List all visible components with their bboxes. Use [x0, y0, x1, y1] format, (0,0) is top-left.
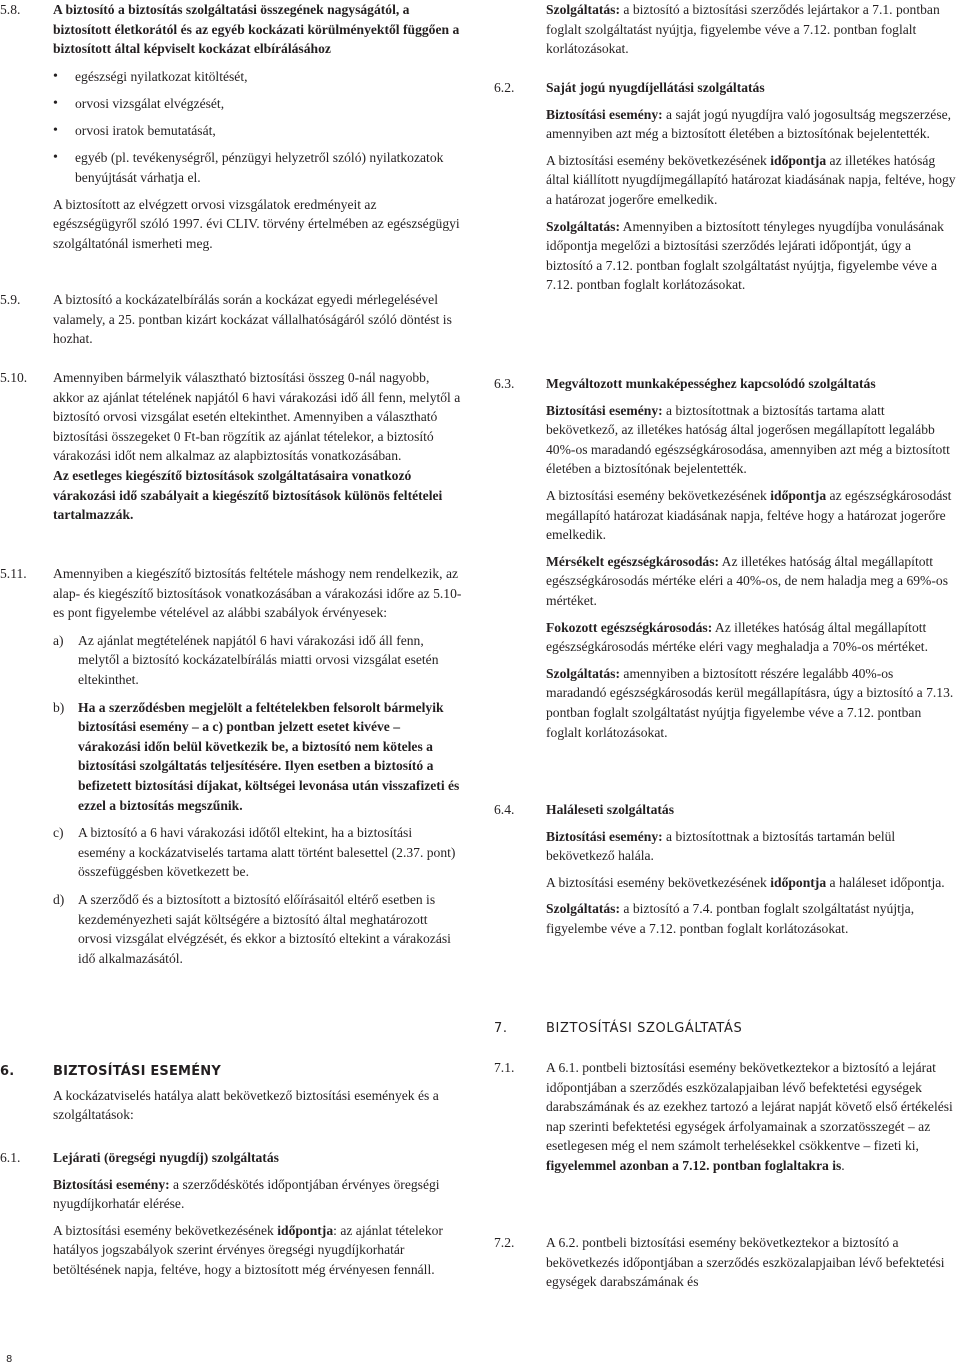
section-number: 6.1.: [0, 1150, 21, 1165]
item-label: b): [53, 699, 65, 715]
time-text: A biztosítási esemény bekövetkezésének: [546, 487, 771, 503]
service-label: Szolgáltatás:: [546, 665, 621, 681]
section-title: A biztosító a biztosítás szolgáltatási összegének nagyságától, a biztosított életkorától és az egyéb kockázati körülményektől függően a biztosított által képviselt kockázat elbírálásához: [53, 2, 460, 57]
section-number: 7.2.: [494, 1235, 515, 1250]
time-text: A biztosítási esemény bekövetkezésének: [546, 152, 771, 168]
severe-label: Fokozott egészségkárosodás:: [546, 619, 713, 635]
item-label: a): [53, 632, 64, 648]
paragraph: A kockázatviselés hatálya alatt bekövetkező biztosítási események és a szolgáltatások:: [53, 1087, 439, 1123]
section-number: 7.: [494, 1021, 508, 1036]
section-number: 6.3.: [494, 376, 515, 391]
section-number: 7.1.: [494, 1060, 515, 1075]
list-item-b: [53, 698, 462, 816]
section-number: 6.2.: [494, 80, 515, 95]
section-number: 5.9.: [0, 292, 21, 307]
section-heading: BIZTOSÍTÁSI SZOLGÁLTATÁS: [546, 1021, 743, 1036]
page-number: 8: [6, 1354, 13, 1365]
section-6-1: [0, 1148, 462, 1280]
service-label: Szolgáltatás:: [546, 901, 621, 917]
requirement-list: [53, 67, 462, 187]
section-7-1: [494, 1058, 956, 1176]
section-6-3: [494, 374, 956, 742]
section-number: 6.4.: [494, 802, 515, 817]
list-item: • orvosi vizsgálat elvégzését,: [53, 94, 462, 114]
time-emphasis: időpontja: [770, 874, 827, 890]
section-5-11: [0, 564, 462, 968]
paragraph: A biztosító a kockázatelbírálás során a kockázat egyedi mérlegelésével valamely, a 25. pontban kizárt kockázat vállalhatóságáról szóló döntést is hozhat.: [53, 292, 452, 347]
list-item: • orvosi iratok bemutatását,: [53, 121, 462, 141]
list-item: • egyéb (pl. tevékenységről, pénzügyi helyzetről szóló) nyilatkozatok benyújtását várhatja el.: [53, 148, 462, 187]
severe-text: Az illetékes hatóság által megállapított egészségkárosodás mértéke eléri vagy meghaladja a 70%-os mértéket.: [546, 619, 928, 655]
paragraph-end: .: [841, 1157, 845, 1173]
event-label: Biztosítási esemény:: [53, 1176, 170, 1192]
paragraph: A biztosított az elvégzett orvosi vizsgálatok eredményeit az egészségügyről szóló 1997. évi CLIV. törvény értelmében az egészségügyi szolgáltatónál ismerheti meg.: [53, 196, 460, 251]
bold-paragraph: Az esetleges kiegészítő biztosítások szolgáltatásaira vonatkozó várakozási idő szabályait a kiegészítő biztosítások különös feltételei tartalmazzák.: [53, 467, 443, 523]
time-emphasis: időpontja: [770, 487, 827, 503]
list-item-c: [53, 823, 462, 882]
event-text: a biztosítottnak a biztosítás tartamán belül bekövetkező halála.: [546, 828, 896, 864]
section-7-2: [494, 1233, 956, 1292]
service-text: amennyiben a biztosított részére legalább 40%-os maradandó egészségkárosodás kerül megállapításra, úgy a biztosító a 7.13. pontban foglalt szolgáltatást nyújtja figyelembe véve a 7.12. pontban foglalt korlátozásokat.: [546, 665, 954, 740]
service-label: Szolgáltatás:: [546, 2, 621, 17]
section-number: 6.: [0, 1064, 15, 1079]
section-number: 5.8.: [0, 2, 21, 17]
event-text: a saját jogú nyugdíjra való jogosultság megszerzése, amennyiben azt még a biztosított életében a biztosítónak bejelentették.: [546, 106, 952, 142]
paragraph: Amennyiben a kiegészítő biztosítás feltétele máshogy nem rendelkezik, az alap- és kiegészítő biztosítások vonatkozásában a várakozási időre az 5.10-es pont figyelembe vételével az alábbi szabályok érvényesek:: [53, 566, 462, 621]
subsection-title: Haláleseti szolgáltatás: [546, 802, 674, 817]
section-6: [0, 1062, 462, 1125]
time-text: a haláleset időpontja.: [826, 874, 945, 890]
section-heading: BIZTOSÍTÁSI ESEMÉNY: [53, 1064, 221, 1079]
subsection-title: Megváltozott munkaképességhez kapcsolódó szolgáltatás: [546, 376, 876, 391]
list-item: • egészségi nyilatkozat kitöltését,: [53, 67, 462, 87]
section-5-8: [0, 0, 462, 254]
item-text: A szerződő és a biztosított a biztosító előírásaitól eltérő esetben is kezdeményezheti saját költségére a biztosító által meghatározott orvosi vizsgálat elvégzését, és ekkor a biztosító eltekint a várakozási idő alkalmazásától.: [78, 891, 451, 966]
time-text: A biztosítási esemény bekövetkezésének: [546, 874, 771, 890]
time-text: : az ajánlat tételekor hatályos jogszabályok szerint érvényes öregségi nyugdíjkorhatár betöltésének napja, feltéve, hogy a biztosított még érvényesen fennáll.: [53, 1222, 443, 1277]
event-text: a szerződéskötés időpontjában érvényes öregségi nyugdíjkorhatár elérése.: [53, 1176, 440, 1212]
moderate-text: Az illetékes hatóság által megállapított egészségkárosodás mértéke eléri a 40%-os, de nem haladja meg a 69%-os mértéket.: [546, 553, 948, 608]
event-label: Biztosítási esemény:: [546, 106, 663, 122]
bold-phrase: figyelemmel azonban a 7.12. pontban foglaltakra is: [546, 1157, 842, 1173]
item-text: A biztosító a 6 havi várakozási időtől eltekint, ha a biztosítási esemény a kockázatviselés tartama alatt történt balesettel (2.37. pont) összefüggésben következett be.: [78, 825, 456, 880]
subsection-title: Saját jogú nyugdíjellátási szolgáltatás: [546, 80, 765, 95]
item-label: d): [53, 891, 65, 907]
service-label: Szolgáltatás:: [546, 218, 621, 234]
event-text: a biztosítottnak a biztosítás tartama alatt bekövetkező, az illetékes hatóság által jogerősen megállapított legalább 40%-os maradandó egészségkárosodása, amennyiben azt még a biztosított életében a biztosítónak bejelentették.: [546, 402, 950, 477]
list-item-d: [53, 890, 462, 968]
section-5-9: [0, 290, 462, 349]
time-emphasis: időpontja: [277, 1222, 334, 1238]
event-label: Biztosítási esemény:: [546, 402, 663, 418]
time-text: az egészségkárosodást megállapító határozat kiadásának napja, feltéve hogy a határozat jogerőre emelkedik.: [546, 487, 952, 543]
time-text: az illetékes hatóság által kiállított nyugdíjmegállapító határozat kiadásának napja, feltéve, hogy a határozat jogerőre emelkedik.: [546, 152, 956, 207]
section-6-1-continued: [494, 0, 956, 59]
event-label: Biztosítási esemény:: [546, 828, 663, 844]
time-emphasis: időpontja: [770, 152, 827, 168]
section-number: 5.11.: [0, 566, 27, 581]
moderate-label: Mérsékelt egészségkárosodás:: [546, 553, 720, 569]
time-text: A biztosítási esemény bekövetkezésének: [53, 1222, 278, 1238]
section-7: [494, 1019, 956, 1039]
list-item-a: [53, 631, 462, 690]
item-text: Az ajánlat megtételének napjától 6 havi várakozási idő áll fenn, melytől a biztosító kockázatelbírálás miatti orvosi vizsgálat esetén eltekinthet.: [78, 632, 439, 687]
section-5-10: [0, 368, 462, 525]
section-6-2: [494, 78, 956, 295]
paragraph: A 6.2. pontbeli biztosítási esemény bekövetkeztekor a biztosító a bekövetkezés időpontjában a szerződés eszközalapjaiban lévő befektetési egységek darabszámának és: [546, 1235, 945, 1290]
service-text: a biztosító a biztosítási szerződés lejártakor a 7.1. pontban foglalt szolgáltatást nyújtja, figyelembe véve a 7.12. pontban foglalt korlátozásokat.: [546, 2, 940, 57]
section-6-4: [494, 800, 956, 939]
service-text: Amennyiben a biztosított tényleges nyugdíjba vonulásának időpontja megelőzi a biztosítási szerződés lejárati időpontját, úgy a biztosító a 7.12. pontban foglalt szolgáltatást nyújtja, figyelembe véve a 7.12. pontban foglalt korlátozásokat.: [546, 218, 944, 293]
item-text: Ha a szerződésben megjelölt a feltételekben felsorolt bármelyik biztosítási esemény – a c) pontban jelzett esetet kivéve – várakozási időn belül következik be, a biztosító nem köteles a biztosítási szolgáltatás teljesítésére. Ilyen esetben a biztosító a befizetett biztosítási díjakat, költségei levonása után visszafizeti és ezzel a biztosítás megszűnik.: [78, 699, 460, 813]
subsection-title: Lejárati (öregségi nyugdíj) szolgáltatás: [53, 1150, 279, 1165]
service-text: a biztosító a 7.4. pontban foglalt szolgáltatást nyújtja, figyelembe véve a 7.12. pontban foglalt korlátozásokat.: [546, 901, 915, 936]
paragraph: A 6.1. pontbeli biztosítási esemény bekövetkeztekor a biztosító a lejárat időpontjában a szerződés eszközalapjaiban lévő befektetési egységek darabszámának és az ezekhez tartozó a lejárat napját követő első értékelési nap szerinti befektetési egységek árfolyamainak a szorzatösszegét – az esetlegesen még el nem számolt terhelésekkel csökkentve – fizeti ki,: [546, 1060, 953, 1154]
paragraph: Amennyiben bármelyik választható biztosítási összeg 0-nál nagyobb, akkor az ajánlat tételének napjától 6 havi várakozási idő áll fenn, melytől a biztosító orvosi vizsgálat esetén eltekinthet. Amennyiben a választható biztosítási összegeket 0 Ft-ban rögzítik az ajánlat tételekor, a biztosító várakozási időt nem alkalmaz az alapbiztosítás vonatkozásában.: [53, 370, 461, 464]
section-number: 5.10.: [0, 370, 28, 385]
item-label: c): [53, 825, 64, 841]
